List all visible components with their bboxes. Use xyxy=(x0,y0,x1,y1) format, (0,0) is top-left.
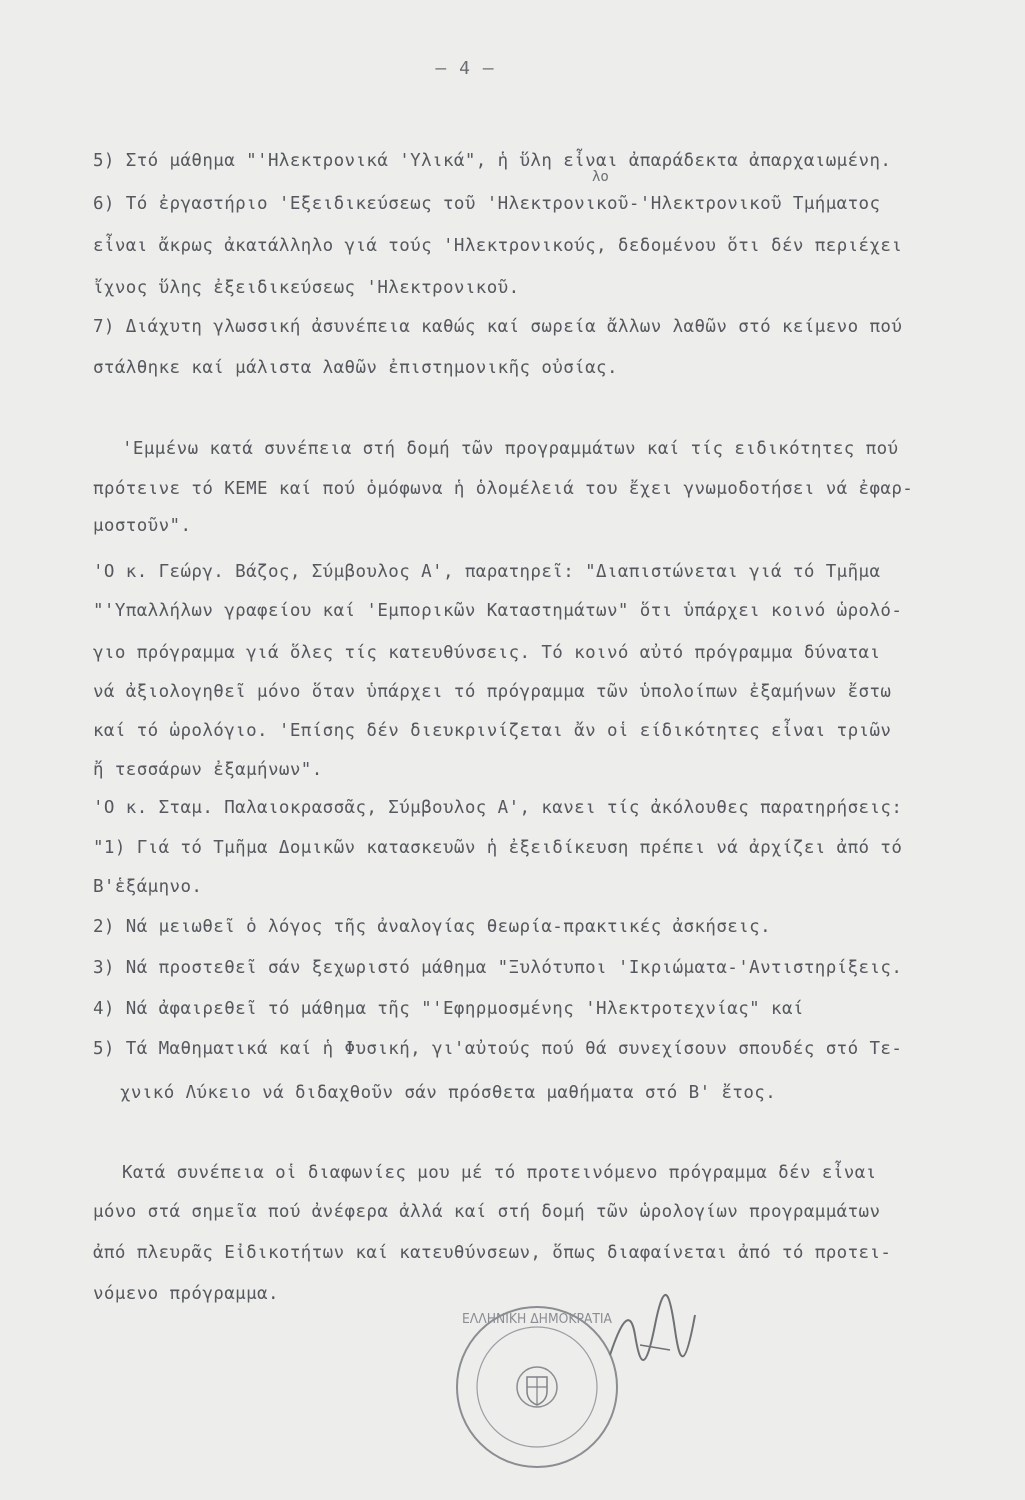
text-line: Κατά συνέπεια οἱ διαφωνίες μου μέ τό προτεινόμενο πρόγραμμα δέν εἶναι xyxy=(122,1163,877,1183)
text-line: 5) Τά Μαθηματικά καί ἡ Φυσική, γι'αὐτούς πού θά συνεχίσουν σπουδές στό Τε- xyxy=(93,1039,903,1059)
text-line: "1) Γιά τό Τμῆμα Δομικῶν κατασκευῶν ἡ ἐξειδίκευση πρέπει νά ἀρχίζει ἀπό τό xyxy=(93,838,903,858)
text-line: 5) Στό μάθημα "'Ηλεκτρονικά 'Υλικά", ἡ ὕλη εἶναι ἀπαράδεκτα ἀπαρχαιωμένη. xyxy=(93,151,892,171)
text-line: νόμενο πρόγραμμα. xyxy=(93,1284,279,1304)
text-line: πρότεινε τό ΚΕΜΕ καί πού ὁμόφωνα ἡ ὁλομέλειά του ἔχει γνωμοδοτήσει νά ἐφαρ- xyxy=(93,479,914,499)
text-line: στάλθηκε καί μάλιστα λαθῶν ἐπιστημονικῆς οὐσίας. xyxy=(93,358,618,378)
text-line: μοστοῦν". xyxy=(93,516,192,536)
handwritten-signature xyxy=(600,1285,710,1395)
seal-text: ΕΛΛΗΝΙΚΗ ΔΗΜΟΚΡΑΤΙΑ xyxy=(462,1312,613,1327)
text-line: ἀπό πλευρᾶς Εἰδικοτήτων καί κατευθύνσεων, ὅπως διαφαίνεται ἀπό τό προτει- xyxy=(93,1243,892,1263)
text-line: 7) Διάχυτη γλωσσική ἀσυνέπεια καθώς καί σωρεία ἄλλων λαθῶν στό κείμενο πού xyxy=(93,317,903,337)
text-line: Β'ἑξάμηνο. xyxy=(93,877,203,897)
text-line: 3) Νά προστεθεῖ σάν ξεχωριστό μάθημα "Ξυλότυποι 'Ικριώματα-'Αντιστηρίξεις. xyxy=(93,958,903,978)
text-line: νά ἀξιολογηθεῖ μόνο ὅταν ὑπάρχει τό πρόγραμμα τῶν ὑπολοίπων ἐξαμήνων ἔστω xyxy=(93,682,892,702)
text-line: "'Υπαλλήλων γραφείου καί 'Εμπορικῶν Καταστημάτων" ὅτι ὑπάρχει κοινό ὡρολό- xyxy=(93,601,903,621)
text-line: 4) Νά ἀφαιρεθεῖ τό μάθημα τῆς "'Εφηρμοσμένης 'Ηλεκτροτεχνίας" καί xyxy=(93,999,804,1019)
handwritten-correction: λο xyxy=(592,169,609,185)
text-line: 6) Τό ἐργαστήριο 'Εξειδικεύσεως τοῦ 'Ηλεκτρονικοῦ-'Ηλεκτρονικοῦ Τμήματος xyxy=(93,194,881,214)
text-line: ἤ τεσσάρων ἐξαμήνων". xyxy=(93,760,323,780)
official-seal xyxy=(455,1305,620,1470)
text-line: 'Εμμένω κατά συνέπεια στή δομή τῶν προγραμμάτων καί τίς ειδικότητες πού xyxy=(122,439,899,459)
text-line: ἴχνος ὕλης ἐξειδικεύσεως 'Ηλεκτρονικοῦ. xyxy=(93,278,520,298)
text-line: γιο πρόγραμμα γιά ὅλες τίς κατευθύνσεις. Τό κοινό αὐτό πρόγραμμα δύναται xyxy=(93,643,881,663)
page-number: – 4 – xyxy=(435,58,495,79)
text-line: καί τό ὡρολόγιο. 'Επίσης δέν διευκρινίζεται ἄν οἱ είδικότητες εἶναι τριῶν xyxy=(93,721,892,741)
text-line: 2) Νά μειωθεῖ ὁ λόγος τῆς ἀναλογίας θεωρία-πρακτικές ἀσκήσεις. xyxy=(93,917,772,937)
text-line: χνικό Λύκειο νά διδαχθοῦν σάν πρόσθετα μαθήματα στό Β' ἔτος. xyxy=(120,1083,777,1103)
text-line: μόνο στά σημεῖα πού ἀνέφερα ἀλλά καί στή δομή τῶν ὡρολογίων προγραμμάτων xyxy=(93,1202,881,1222)
text-line: 'Ο κ. Γεώργ. Βάζος, Σύμβουλος Α', παρατηρεῖ: "Διαπιστώνεται γιά τό Τμῆμα xyxy=(93,562,881,582)
text-line: εἶναι ἄκρως ἀκατάλληλο γιά τούς 'Ηλεκτρονικούς, δεδομένου ὅτι δέν περιέχει xyxy=(93,236,903,256)
text-line: 'Ο κ. Σταμ. Παλαιοκρασσᾶς, Σύμβουλος Α', κανει τίς ἀκόλουθες παρατηρήσεις: xyxy=(93,798,903,818)
